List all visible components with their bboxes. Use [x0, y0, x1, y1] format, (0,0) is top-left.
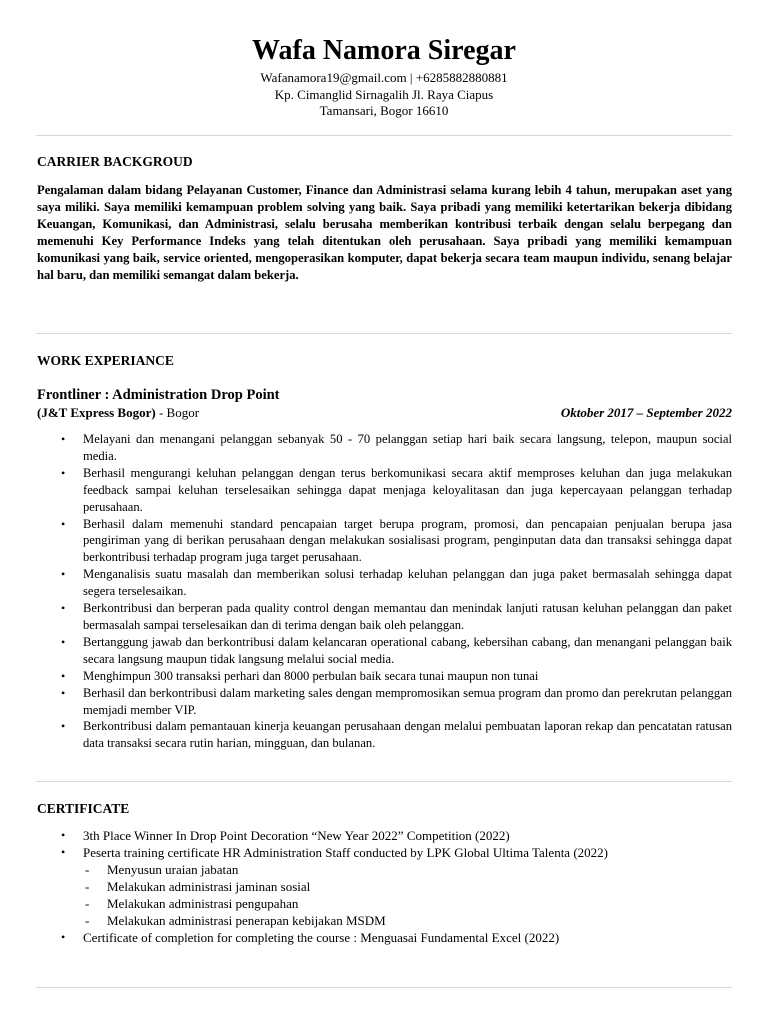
certificate-item: Peserta training certificate HR Administration Staff conducted by LPK Global Ultima Talenta (2022): [83, 845, 608, 860]
sub-list-item: - Melakukan administrasi pengupahan: [83, 895, 732, 912]
sub-list-item: - Menyusun uraian jabatan: [83, 861, 732, 878]
list-item: • Menghimpun 300 transaksi perhari dan 8000 perbulan baik secara tunai maupun non tunai: [37, 668, 732, 685]
list-item: • Menganalisis suatu masalah dan memberikan solusi terhadap keluhan pelanggan dan juga paket bermasalah sehingga dapat segera terselesaikan.: [37, 566, 732, 600]
certificate-sub-list: [83, 861, 732, 929]
company-line: [37, 404, 732, 421]
sub-list-item: - Melakukan administrasi jaminan sosial: [83, 878, 732, 895]
company-name: (J&T Express Bogor): [37, 405, 156, 420]
list-item: • Berkontribusi dalam pemantauan kinerja keuangan perusahaan dengan melalui pembuatan laporan rekap dan pencatatan ratusan data transaksi secara rutin harian, mingguan, dan bulanan.: [37, 718, 732, 752]
divider: [36, 333, 732, 334]
list-item: [37, 827, 732, 844]
contact-line: Wafanamora19@gmail.com | +6285882880881: [260, 70, 508, 85]
list-item: • Berkontribusi dan berperan pada quality control dengan memantau dan menindak lanjuti ratusan keluhan pelanggan dan paket bermasalah sampai terselesaikan dan di terima dengan baik oleh pelanggan.: [37, 600, 732, 634]
certificate-item: 3th Place Winner In Drop Point Decoration “New Year 2022” Competition (2022): [83, 828, 510, 843]
background-section-title: CARRIER BACKGROUD: [37, 154, 193, 169]
divider: [36, 987, 732, 988]
list-item: • Melayani dan menangani pelanggan sebanyak 50 - 70 pelanggan setiap hari baik secara langsung, telepon, maupun social media.: [37, 431, 732, 465]
company-location: - Bogor: [155, 405, 200, 420]
work-section-title: WORK EXPERIANCE: [37, 353, 174, 368]
employment-period: Oktober 2017 – September 2022: [560, 405, 732, 420]
work-bullet-list: [37, 431, 732, 752]
certificate-list: [37, 827, 732, 946]
address-line-2: Tamansari, Bogor 16610: [319, 103, 449, 118]
list-item: • Berhasil dalam memenuhi standard pencapaian target berupa program, promosi, dan pencapaian penjualan berupa jasa pengiriman yang di berikan perusahaan dengan melakukan sosialisasi program, penginputan data dan transaksi sehingga dapat berkontribusi terhadap program juga target perusahaan.: [37, 516, 732, 567]
candidate-name: Wafa Namora Siregar: [252, 35, 516, 66]
list-item: [37, 929, 732, 946]
job-title: Frontliner : Administration Drop Point: [37, 387, 280, 403]
list-item: • Bertanggung jawab dan berkontribusi dalam kelancaran operational cabang, kebersihan cabang, dan menangani pelanggan baik secara langsung maupun tidak langsung melalui social media.: [37, 634, 732, 668]
background-summary: Pengalaman dalam bidang Pelayanan Customer, Finance dan Administrasi selama kurang lebih 4 tahun, merupakan aset yang saya miliki. Saya memiliki kemampuan problem solving yang baik. Saya pribadi yang memiliki ketertarikan bekerja dibidang Keuangan, Komunikasi, dan Administrasi, selalu berusaha memberikan kontribusi terbaik dengan selalu berpegang dan memenuhi Key Performance Indeks yang telah ditentukan oleh perusahaan. Saya pribadi yang memiliki kemampuan komunikasi yang baik, service oriented, mengoperasikan komputer, dapat bekerja secara team maupun individu, senang belajar hal baru, dan memiliki semangat dalam bekerja.: [37, 183, 732, 283]
divider: [36, 135, 732, 136]
list-item: [37, 844, 732, 929]
resume-header: [0, 32, 768, 120]
certificate-item: Certificate of completion for completing the course : Menguasai Fundamental Excel (2022): [83, 930, 560, 945]
sub-list-item: - Melakukan administrasi penerapan kebijakan MSDM: [83, 912, 732, 929]
certificate-section-title: CERTIFICATE: [37, 801, 130, 816]
list-item: • Berhasil mengurangi keluhan pelanggan dengan terus berkomunikasi secara aktif memproses keluhan dan juga melakukan feedback sampai keluhan terselesaikan sehingga dapat menjaga keloyalitasan dan juga kepercayaan pelanggan terhadap perusahaan.: [37, 465, 732, 516]
address-line-1: Kp. Cimanglid Sirnagalih Jl. Raya Ciapus: [274, 86, 494, 102]
list-item: • Berhasil dan berkontribusi dalam marketing sales dengan mempromosikan semua program dan promo dan perekrutan pelanggan memjadi member VIP.: [37, 685, 732, 719]
divider: [36, 781, 732, 782]
